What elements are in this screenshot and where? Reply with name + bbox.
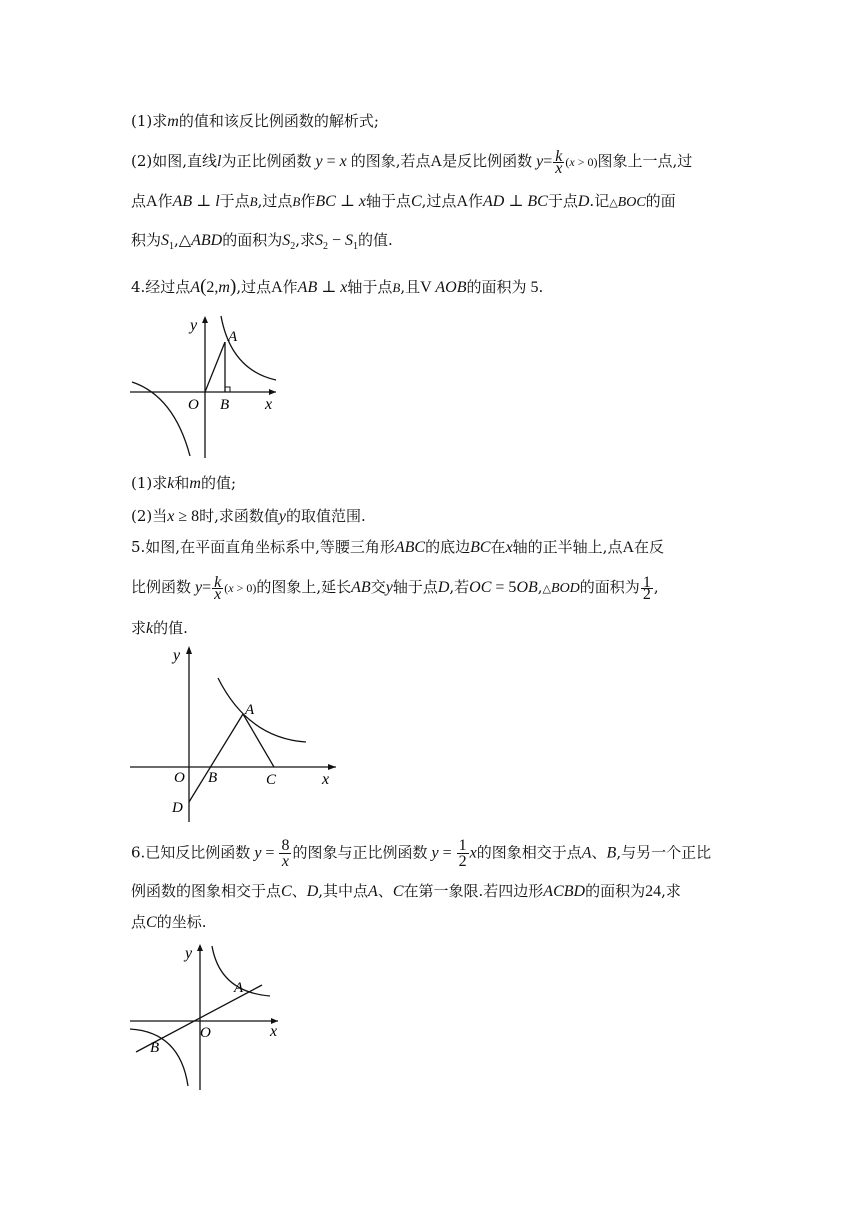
p4-stem: 4.经过点A(2,m),过点A作AB ⊥ x轴于点B,且V AOB的面积为 5. [131,276,544,297]
p5-label-A: A [245,702,255,718]
p6-stem-line-3: 点C的坐标. [131,913,207,931]
p6-stem-line-1: 6.已知反比例函数 y = $\frac{8}{x}$ 的图象与正比例函数 y = $\frac{1}{2}$ x的图象相交于点A、B,与另一个正比 [131,837,712,870]
p6-label-y: y [185,945,193,962]
p4-hyperbola-branch-1 [221,316,276,380]
p5-segment-DA [189,714,243,802]
p5-label-y: y [173,647,181,664]
p4-label-O: O [188,397,199,413]
p6-label-O: O [200,1025,211,1041]
p5-label-B: B [208,770,218,786]
p4-question-1: (1)求k和m的值; [131,474,236,492]
p4-figure [128,310,288,460]
p5-x-arrow [328,764,336,770]
p5-label-D: D [172,800,183,816]
p4-label-x: x [265,396,273,413]
p4-hyperbola-branch-2 [132,382,190,456]
p5-label-C: C [266,772,277,788]
p3-question-2-line-3: 积为$S_1,\triangle ABD$的面积为$S_2$,求$S_2 - S_1$的值. [131,231,393,252]
p4-question-2: (2)当x ≥ 8时,求函数值y的取值范围. [131,507,366,525]
p6-label-x: x [270,1023,278,1040]
p4-label-A: A [228,329,238,345]
p3-question-2-line-1: (2)如图,直线l为正比例函数 y = x 的图象,若点A是反比例函数 y= $\frac{k}{x}$ (x > 0)图象上一点,过 [131,147,693,177]
p5-stem-line-1: 5.如图,在平面直角坐标系中,等腰三角形ABC的底边BC在x轴的正半轴上,点A在反 [131,538,665,556]
p4-y-arrow [202,316,208,323]
p5-label-O: O [174,770,185,786]
p5-stem-line-3: 求k的值. [131,619,188,637]
p6-label-B: B [150,1040,160,1056]
p3-question-2-line-2: 点A作AB ⊥ l于点B,过点B作BC ⊥ x轴于点C,过点A作AD ⊥ BC于点D.记△BOC的面 [131,192,676,210]
p3-question-1: (1)求m的值和该反比例函数的解析式; [131,112,379,130]
p5-figure [128,640,343,825]
p5-y-arrow [186,646,192,654]
p6-hyperbola-branch-2 [130,1029,188,1086]
p6-figure [128,940,288,1092]
p5-stem-line-2: 比例函数 y= $\frac{k}{x}$ (x > 0)的图象上,延长AB交y轴于点D,若OC = 5OB,△BOD的面积为 $\frac{1}{2}$ , [131,573,659,603]
p4-label-y: y [190,317,198,334]
p4-segment-OA [205,342,225,392]
p4-label-B: B [220,397,230,413]
p6-y-arrow [197,944,203,951]
p4-right-angle-mark [225,387,230,392]
p6-label-A: A [234,980,244,996]
p6-stem-line-2: 例函数的图象相交于点C、D,其中点A、C在第一象限.若四边形ACBD的面积为24,求 [131,882,681,900]
p4-x-arrow [269,389,276,395]
p5-label-x: x [322,771,330,788]
p5-segment-AC [243,714,274,767]
